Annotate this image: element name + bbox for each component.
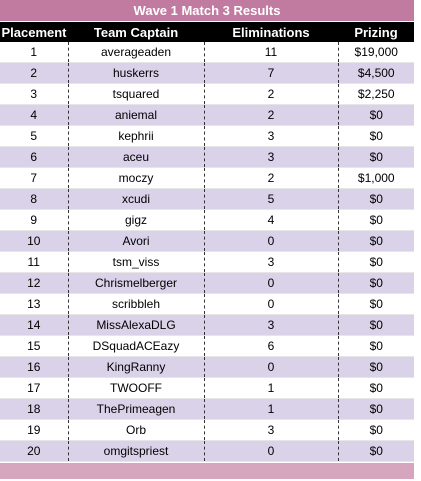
table-row [0,126,414,147]
cell-prizing: $19,000 [338,42,414,63]
table-row [0,378,414,399]
cell-eliminations: 6 [204,336,338,357]
cell-prizing: $2,250 [338,84,414,105]
cell-prizing: $0 [338,441,414,462]
table-row [0,42,414,63]
cell-eliminations: 3 [204,147,338,168]
table-row [0,84,414,105]
cell-eliminations: 0 [204,441,338,462]
header-eliminations: Eliminations [204,22,338,42]
cell-team-captain: scribbleh [68,294,204,315]
cell-eliminations: 7 [204,63,338,84]
cell-team-captain: DSquadACEazy [68,336,204,357]
cell-prizing: $1,000 [338,168,414,189]
cell-prizing: $0 [338,294,414,315]
cell-team-captain: omgitspriest [68,441,204,462]
cell-placement: 4 [0,105,68,126]
table-row [0,252,414,273]
cell-placement: 5 [0,126,68,147]
cell-eliminations: 0 [204,231,338,252]
cell-prizing: $0 [338,231,414,252]
table-row [0,63,414,84]
cell-team-captain: MissAlexaDLG [68,315,204,336]
cell-eliminations: 5 [204,189,338,210]
cell-prizing: $0 [338,273,414,294]
cell-prizing: $0 [338,147,414,168]
table-row [0,273,414,294]
cell-team-captain: gigz [68,210,204,231]
cell-placement: 12 [0,273,68,294]
cell-eliminations: 2 [204,84,338,105]
cell-prizing: $0 [338,105,414,126]
header-row [0,22,414,42]
cell-placement: 11 [0,252,68,273]
cell-prizing: $0 [338,210,414,231]
cell-eliminations: 0 [204,294,338,315]
header-prizing: Prizing [338,22,414,42]
cell-team-captain: Avori [68,231,204,252]
cell-prizing: $4,500 [338,63,414,84]
cell-eliminations: 2 [204,105,338,126]
cell-eliminations: 4 [204,210,338,231]
cell-placement: 16 [0,357,68,378]
table-row [0,441,414,462]
header-team-captain: Team Captain [68,22,204,42]
table-row [0,105,414,126]
cell-team-captain: xcudi [68,189,204,210]
cell-team-captain: Orb [68,420,204,441]
cell-eliminations: 1 [204,399,338,420]
table-row [0,210,414,231]
cell-prizing: $0 [338,126,414,147]
table-row [0,294,414,315]
cell-placement: 9 [0,210,68,231]
cell-placement: 13 [0,294,68,315]
cell-team-captain: huskerrs [68,63,204,84]
cell-placement: 19 [0,420,68,441]
cell-eliminations: 1 [204,378,338,399]
table-row [0,189,414,210]
cell-placement: 7 [0,168,68,189]
table-row [0,336,414,357]
cell-prizing: $0 [338,420,414,441]
table-title: Wave 1 Match 3 Results [0,0,414,22]
cell-prizing: $0 [338,336,414,357]
results-table [0,22,414,462]
cell-placement: 15 [0,336,68,357]
cell-team-captain: averageaden [68,42,204,63]
cell-prizing: $0 [338,315,414,336]
table-row [0,231,414,252]
cell-eliminations: 3 [204,252,338,273]
cell-eliminations: 3 [204,126,338,147]
cell-eliminations: 3 [204,420,338,441]
cell-eliminations: 3 [204,315,338,336]
table-row [0,315,414,336]
cell-prizing: $0 [338,357,414,378]
cell-team-captain: tsquared [68,84,204,105]
cell-team-captain: kephrii [68,126,204,147]
header-placement: Placement [0,22,68,42]
cell-placement: 6 [0,147,68,168]
cell-prizing: $0 [338,252,414,273]
table-row [0,168,414,189]
cell-team-captain: tsm_viss [68,252,204,273]
cell-placement: 8 [0,189,68,210]
cell-placement: 3 [0,84,68,105]
cell-placement: 1 [0,42,68,63]
cell-team-captain: aceu [68,147,204,168]
cell-prizing: $0 [338,189,414,210]
cell-placement: 17 [0,378,68,399]
cell-eliminations: 11 [204,42,338,63]
cell-eliminations: 0 [204,273,338,294]
cell-placement: 2 [0,63,68,84]
table-body [0,42,414,462]
cell-team-captain: KingRanny [68,357,204,378]
cell-prizing: $0 [338,399,414,420]
cell-eliminations: 0 [204,357,338,378]
cell-team-captain: Chrismelberger [68,273,204,294]
cell-prizing: $0 [338,378,414,399]
cell-eliminations: 2 [204,168,338,189]
cell-placement: 20 [0,441,68,462]
table-row [0,147,414,168]
cell-placement: 14 [0,315,68,336]
footer-bar [0,462,414,479]
table-row [0,420,414,441]
cell-placement: 18 [0,399,68,420]
table-row [0,357,414,378]
cell-placement: 10 [0,231,68,252]
cell-team-captain: aniemal [68,105,204,126]
cell-team-captain: moczy [68,168,204,189]
table-row [0,399,414,420]
cell-team-captain: TWOOFF [68,378,204,399]
cell-team-captain: ThePrimeagen [68,399,204,420]
